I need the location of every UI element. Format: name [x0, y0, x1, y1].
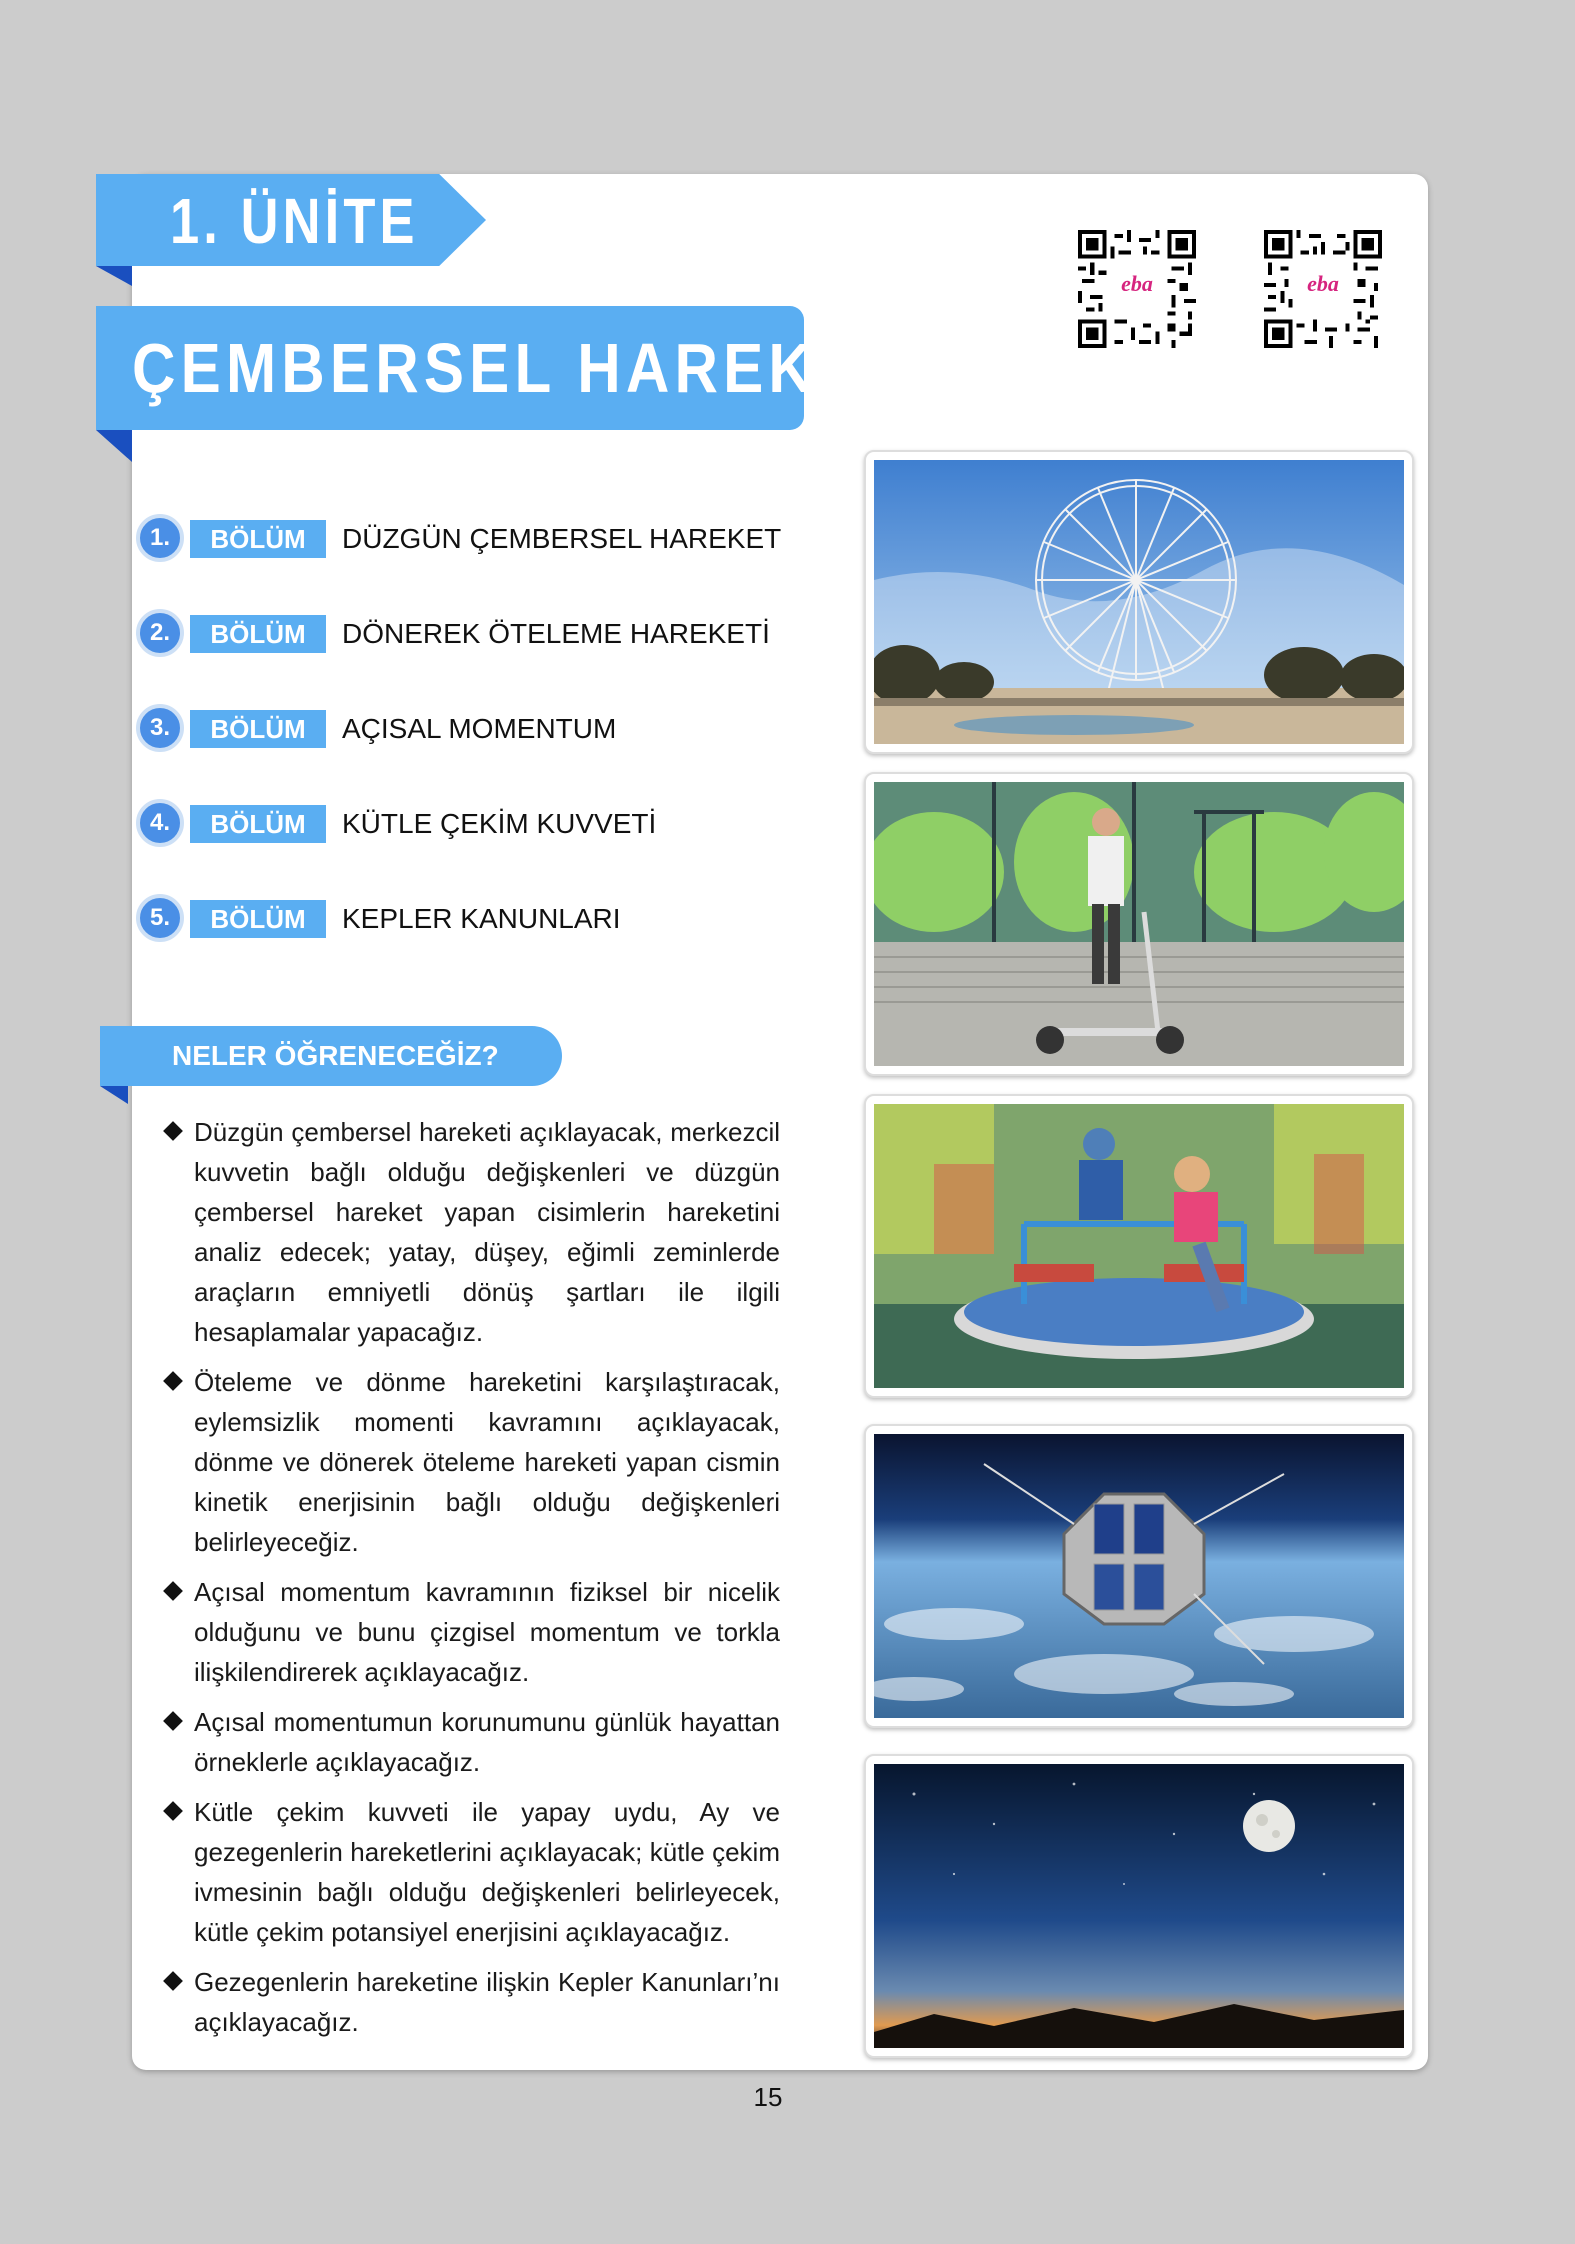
diamond-bullet-icon — [163, 1371, 183, 1391]
list-item — [160, 1962, 780, 2042]
section-name: KEPLER KANUNLARI — [342, 903, 621, 934]
eba-logo-label: eba — [1298, 272, 1348, 296]
children-carousel-image — [874, 1104, 1404, 1388]
unit-title: 1. ÜNİTE — [170, 185, 419, 257]
section-row-4 — [136, 799, 796, 847]
section-number-badge: 5. — [136, 894, 184, 942]
scooter-photo — [864, 772, 1414, 1076]
list-item — [160, 1702, 780, 1782]
list-item — [160, 1362, 780, 1562]
section-name: DÖNEREK ÖTELEME HAREKETİ — [342, 618, 770, 649]
list-item-text: Kütle çekim kuvveti ile yapay uydu, Ay ve gezegenlerin hareketlerini açıklayacak; kütle çekim ivmesinin bağlı olduğu değişkenleri belirleyecek, kütle çekim potansiyel enerjisini açıklayacağız. — [194, 1797, 780, 1947]
qr-code[interactable] — [1078, 230, 1196, 348]
satellite-earth-image — [874, 1434, 1404, 1718]
section-tag: BÖLÜM — [190, 805, 326, 843]
ferris-wheel-photo — [864, 450, 1414, 754]
list-item-text: Öteleme ve dönme hareketini karşılaştıracak, eylemsizlik momenti kavramını açıklayacak, dönme ve dönerek öteleme hareketi yapan cismin kinetik enerjisinin bağlı olduğu değişkenleri belirleyeceğiz. — [194, 1367, 780, 1557]
learning-objectives-list — [160, 1112, 780, 2052]
diamond-bullet-icon — [163, 1711, 183, 1731]
list-item-text: Düzgün çembersel hareketi açıklayacak, merkezcil kuvvetin bağlı olduğu değişkenleri ve düzgün çembersel hareket yapan cisimlerin hareketini analiz edecek; yatay, düşey, eğimli zeminlerde araçların emniyetli dönüş şartları ile ilgili hesaplamalar yapacağız. — [194, 1117, 780, 1347]
ferris-wheel-image — [874, 460, 1404, 744]
carousel-photo — [864, 1094, 1414, 1398]
unit-banner-fold — [96, 266, 132, 286]
section-number-badge: 1. — [136, 514, 184, 562]
section-number-badge: 3. — [136, 704, 184, 752]
list-item-text: Açısal momentum kavramının fiziksel bir nicelik olduğunu ve bunu çizgisel momentum ve torkla ilişkilendirerek açıklayacağız. — [194, 1577, 780, 1687]
chapter-banner-fold — [96, 430, 132, 462]
section-row-2 — [136, 609, 796, 657]
section-name: KÜTLE ÇEKİM KUVVETİ — [342, 808, 657, 839]
section-row-3 — [136, 704, 796, 752]
qr-code[interactable] — [1264, 230, 1382, 348]
section-tag: BÖLÜM — [190, 900, 326, 938]
moon-photo — [864, 1754, 1414, 2058]
diamond-bullet-icon — [163, 1801, 183, 1821]
list-item — [160, 1112, 780, 1352]
diamond-bullet-icon — [163, 1581, 183, 1601]
section-tag: BÖLÜM — [190, 520, 326, 558]
section-tag: BÖLÜM — [190, 710, 326, 748]
section-tag: BÖLÜM — [190, 615, 326, 653]
page-number: 15 — [753, 2082, 783, 2112]
moon-night-sky-image — [874, 1764, 1404, 2048]
section-row-5 — [136, 894, 796, 942]
section-number-badge: 4. — [136, 799, 184, 847]
learn-banner-fold — [100, 1086, 128, 1104]
eba-logo-label: eba — [1112, 272, 1162, 296]
list-item — [160, 1572, 780, 1692]
list-item — [160, 1792, 780, 1952]
list-item-text: Gezegenlerin hareketine ilişkin Kepler Kanunları’nı açıklayacağız. — [194, 1967, 780, 2037]
section-name: DÜZGÜN ÇEMBERSEL HAREKET — [342, 523, 782, 554]
scooter-rider-image — [874, 782, 1404, 1066]
section-row-1 — [136, 514, 796, 562]
section-number-badge: 2. — [136, 609, 184, 657]
diamond-bullet-icon — [163, 1121, 183, 1141]
chapter-title: ÇEMBERSEL HAREKET — [132, 329, 905, 407]
diamond-bullet-icon — [163, 1971, 183, 1991]
learn-heading: NELER ÖĞRENECEĞİZ? — [172, 1040, 499, 1071]
section-name: AÇISAL MOMENTUM — [342, 713, 617, 744]
list-item-text: Açısal momentumun korunumunu günlük hayattan örneklerle açıklayacağız. — [194, 1707, 780, 1777]
satellite-photo — [864, 1424, 1414, 1728]
